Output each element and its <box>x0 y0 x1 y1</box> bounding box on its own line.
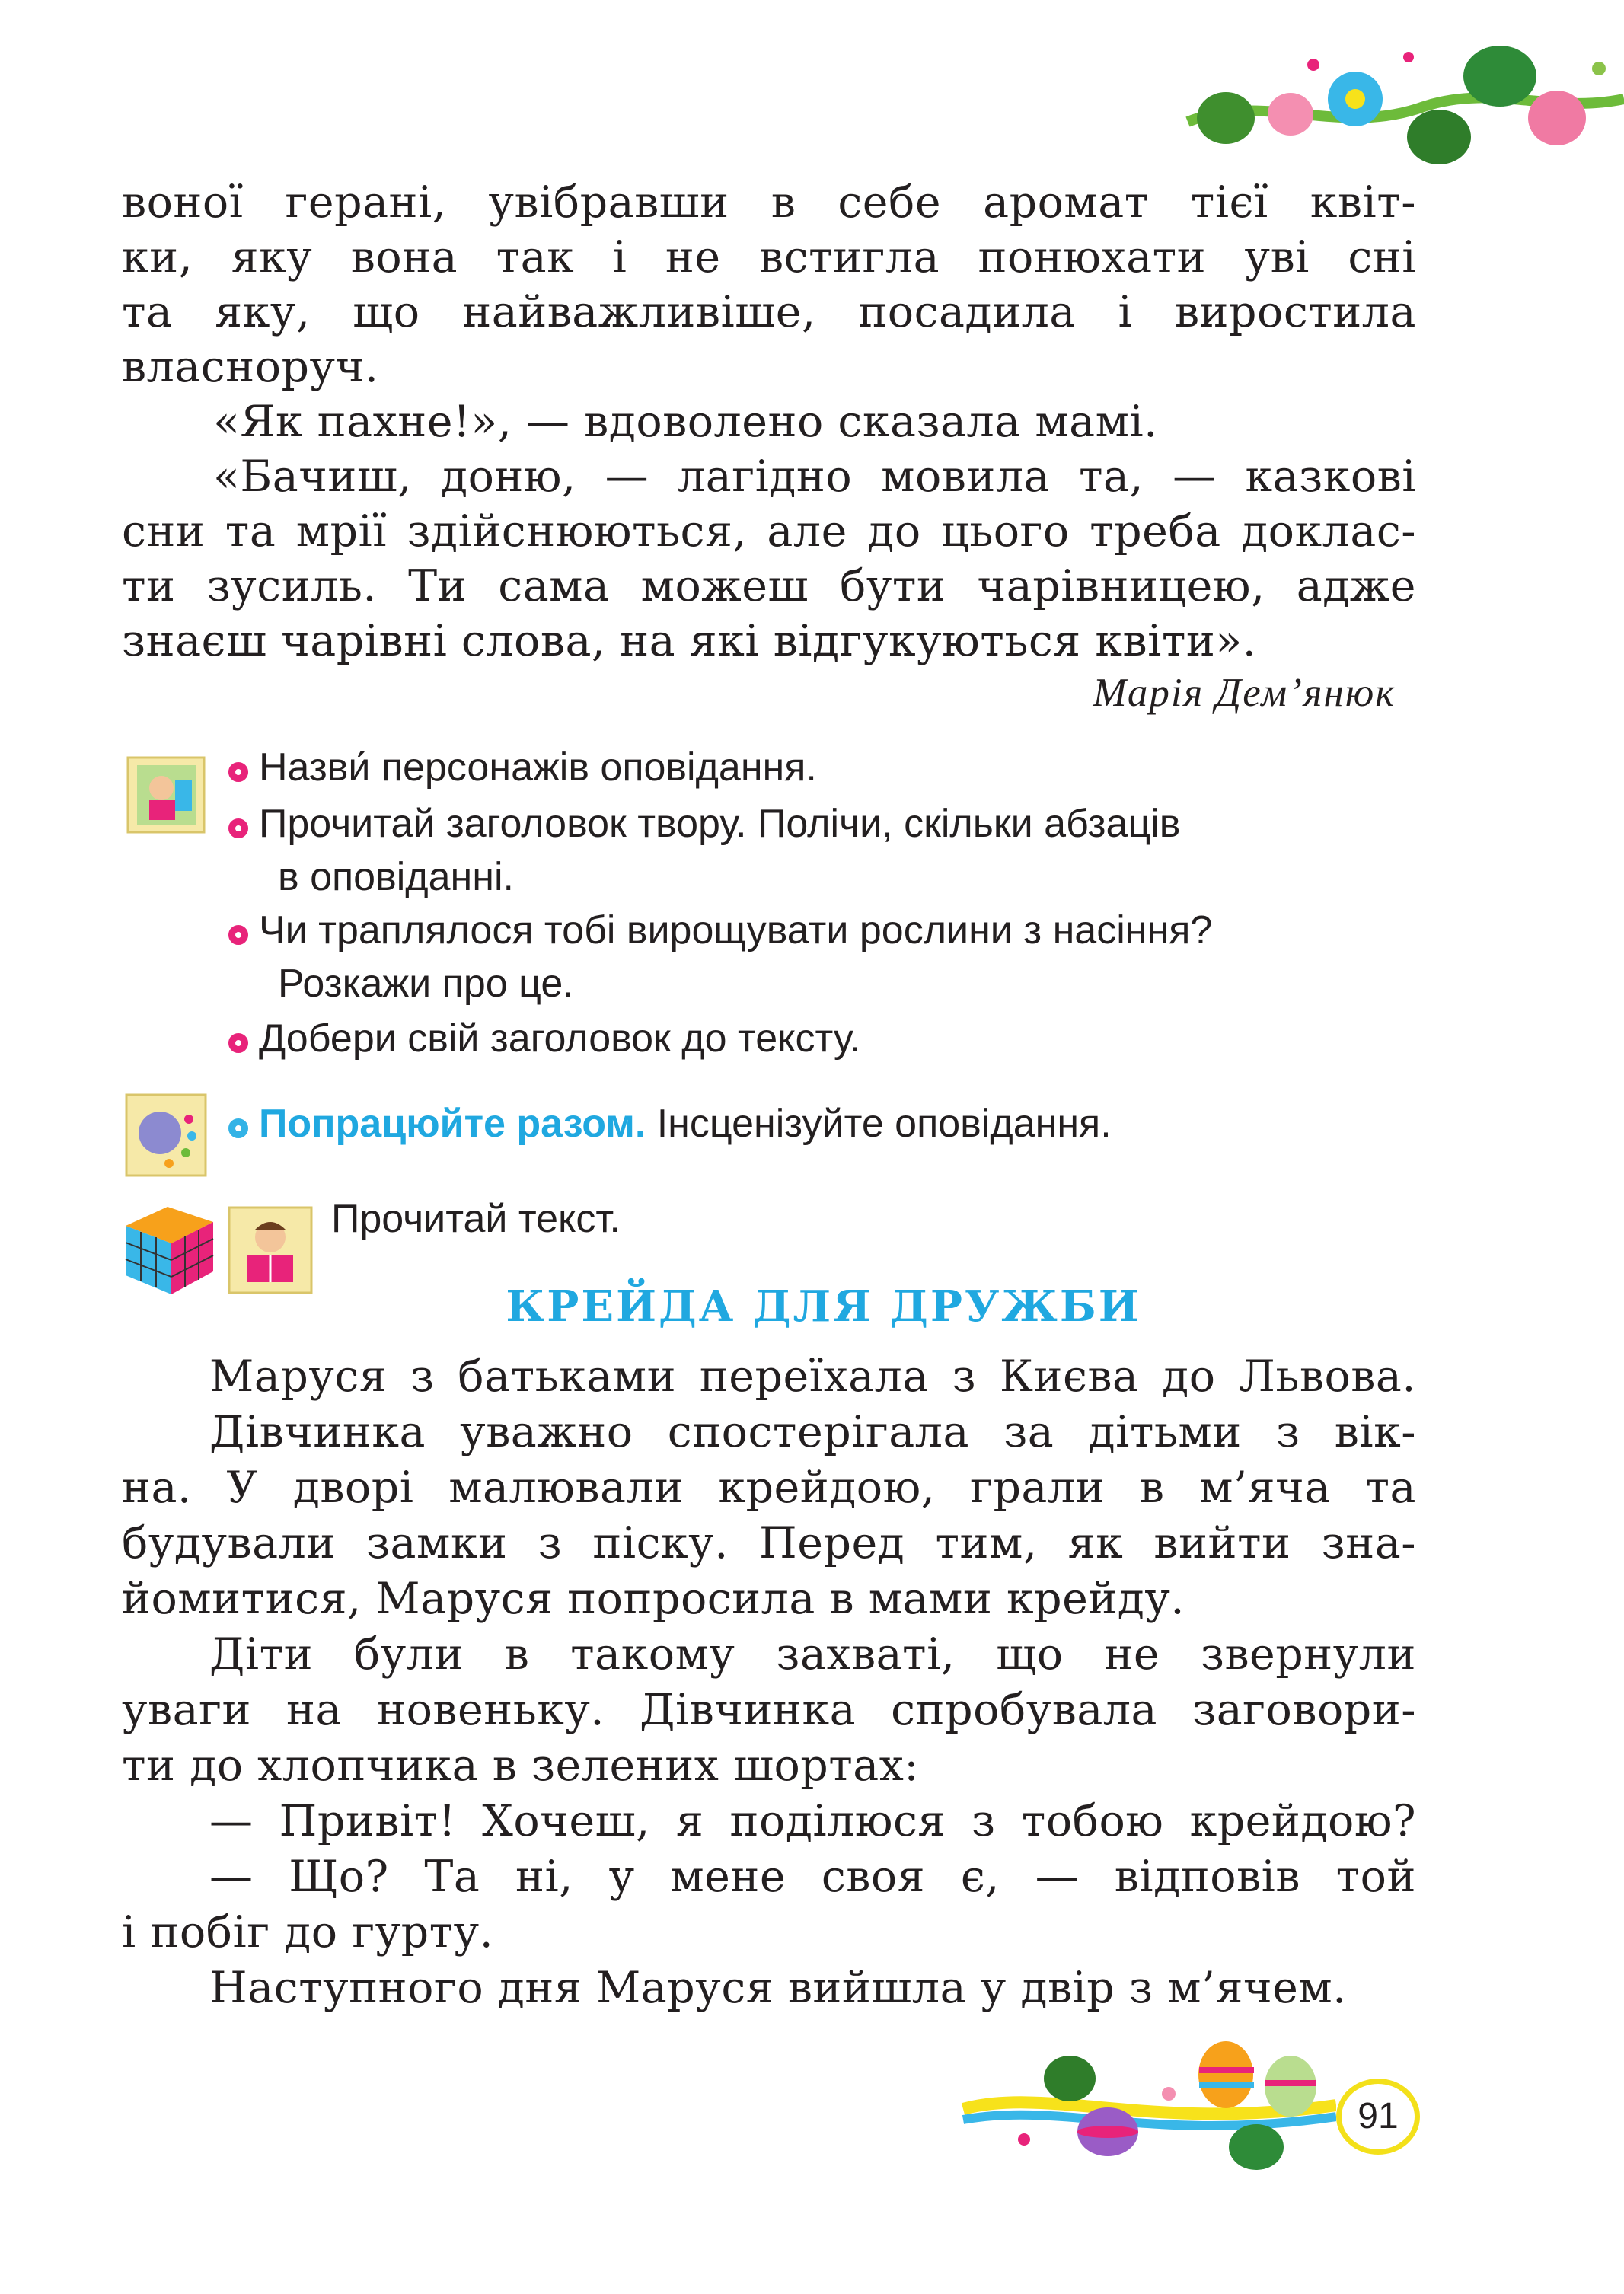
teamwork-task: Попрацюйте разом. Інсценізуйте оповідання. <box>228 1100 1112 1147</box>
bullet-icon <box>228 1033 248 1053</box>
bullet-icon <box>228 1118 248 1138</box>
question-item-continued: в оповіданні. <box>278 855 514 899</box>
story-line: знаєш чарівні слова, на які відгукуються квіти». <box>122 616 1257 666</box>
story-line: і побіг до гурту. <box>122 1907 494 1957</box>
bullet-icon <box>228 762 248 782</box>
story-line: ки, яку вона так і не встигла понюхати уві сні <box>122 232 1416 282</box>
teamwork-card-icon <box>122 1089 209 1180</box>
story-line: Маруся з батьками переїхала з Києва до Львова. <box>209 1351 1416 1402</box>
story-line: «Бачиш, доню, — лагідно мовила та, — казкові <box>213 451 1416 502</box>
story-line: — Що? Та ні, у мене своя є, — відповів той <box>209 1852 1416 1902</box>
question-item: Прочитай заголовок твору. Полічи, скільки абзаців <box>228 800 1180 847</box>
story-line: на. У дворі малювали крейдою, грали в м’яча та <box>122 1463 1416 1513</box>
story-line: Дівчинка уважно спостерігала за дітьми з вік- <box>209 1407 1416 1457</box>
question-item: Назви́ персонажів оповідання. <box>228 744 817 791</box>
question-item: Чи траплялося тобі вирощувати рослини з насіння? <box>228 907 1212 954</box>
bullet-icon <box>228 818 248 838</box>
flower-vine-decoration <box>1173 23 1624 175</box>
story-line: Наступного дня Маруся вийшла у двір з м’ячем. <box>209 1963 1347 2013</box>
story-line: — Привіт! Хочеш, я поділюся з тобою крейдою? <box>209 1796 1416 1846</box>
question-card-icon <box>122 750 209 838</box>
page-number: 91 <box>1336 2079 1420 2155</box>
easter-eggs-decoration <box>956 2040 1336 2178</box>
story-line: вонoї герані, увібравши в себе аромат тієї квіт- <box>122 177 1416 228</box>
story-line: власноруч. <box>122 342 379 392</box>
story-line: «Як пахне!», — вдоволено сказала мамі. <box>213 397 1158 447</box>
story-line: та яку, що найважливіше, посадила і виростила <box>122 287 1416 337</box>
read-prompt: Прочитай текст. <box>331 1197 621 1241</box>
question-item: Добери свій заголовок до тексту. <box>228 1015 860 1062</box>
story-line: сни та мрії здійснюються, але до цього треба доклас- <box>122 506 1416 557</box>
story-line: уваги на новеньку. Дівчинка спробувала заговори- <box>122 1685 1416 1735</box>
story-line: будували замки з піску. Перед тим, як вийти зна- <box>122 1518 1416 1568</box>
story-line: йомитися, Маруся попросила в мами крейду. <box>122 1574 1185 1624</box>
story-line: ти зусиль. Ти сама можеш бути чарівницею, адже <box>122 561 1416 611</box>
story-author: Марія Дем’янюк <box>1093 671 1396 715</box>
bullet-icon <box>228 925 248 945</box>
story-title: КРЕЙДА ДЛЯ ДРУЖБИ <box>506 1281 1141 1332</box>
story-line: Діти були в такому захваті, що не звернули <box>209 1629 1416 1680</box>
story-line: ти до хлопчика в зелених шортах: <box>122 1740 920 1791</box>
question-item-continued: Розкажи про це. <box>278 962 574 1006</box>
